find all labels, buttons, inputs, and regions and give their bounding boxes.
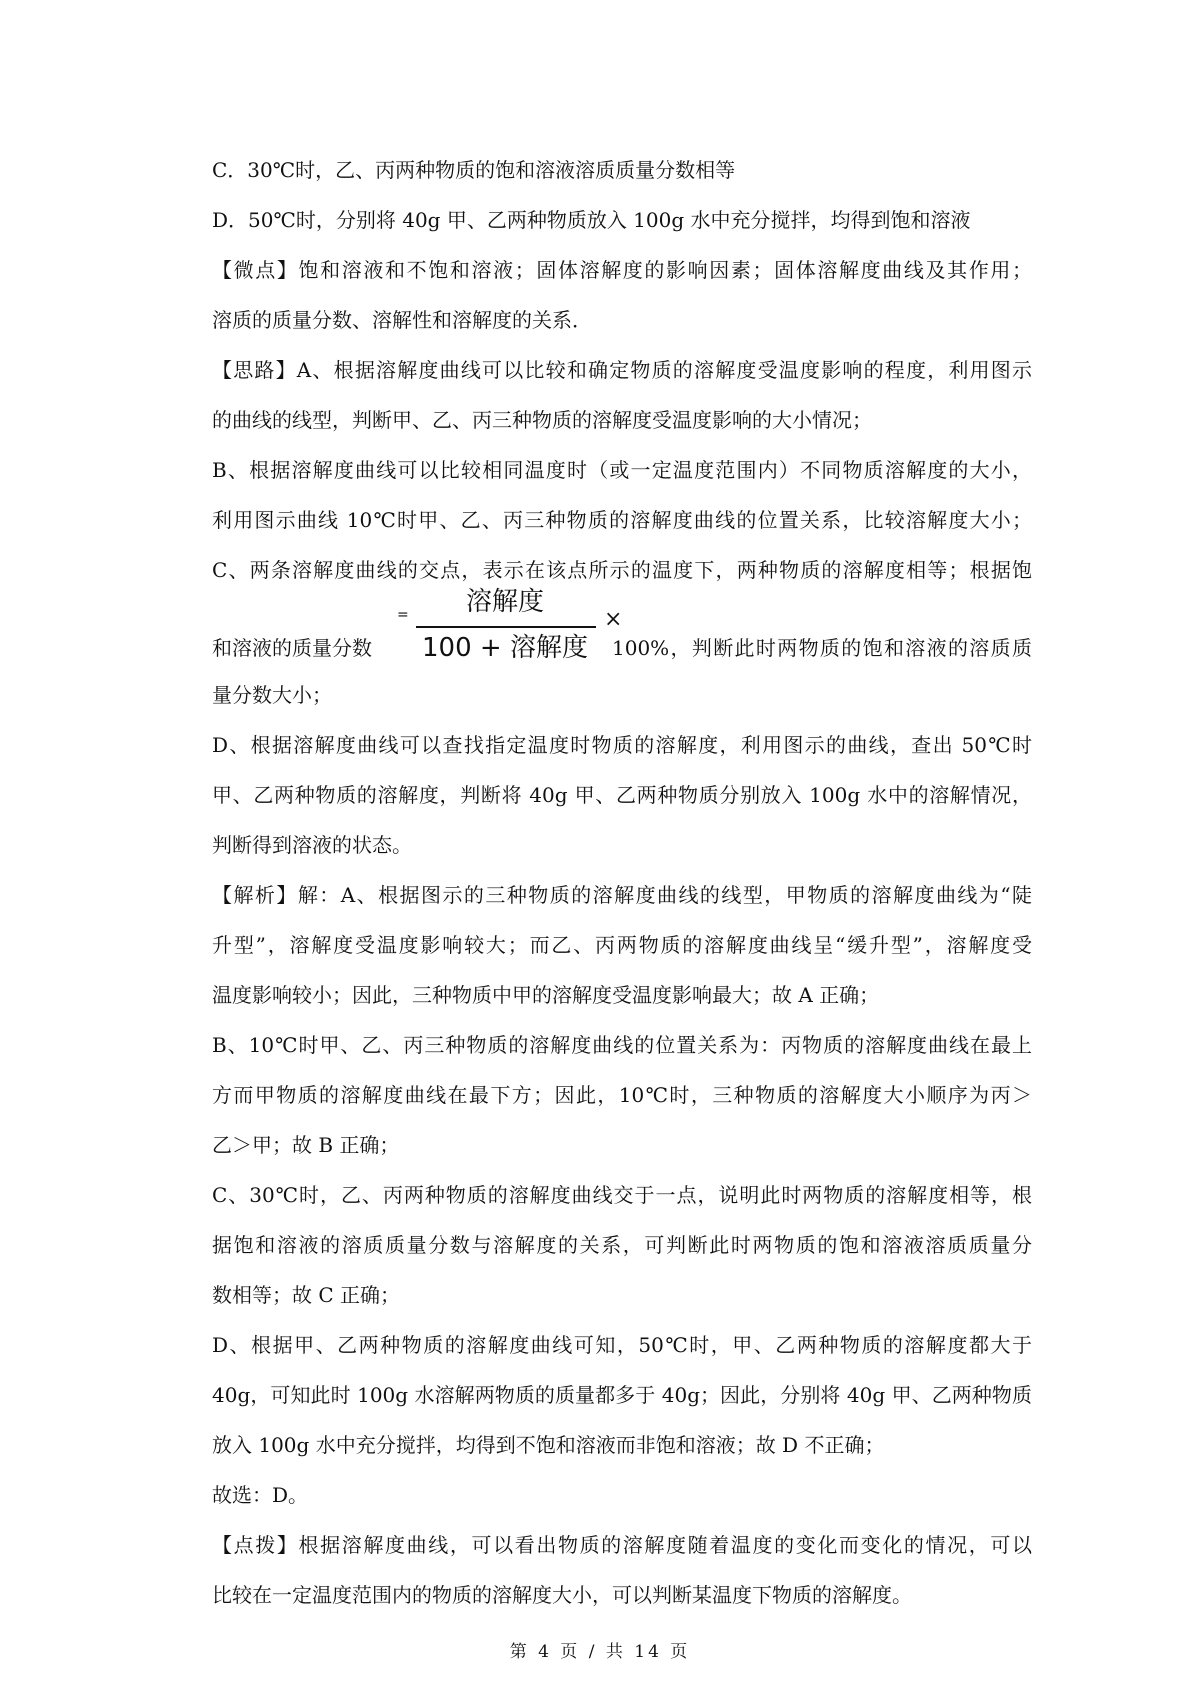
formula-suffix-text: 100%，判断此时两物质的饱和溶液的溶质质	[612, 636, 1032, 660]
formula-equals-sign: =	[397, 607, 409, 623]
jiexi-d-line-2: 40g，可知此时 100g 水溶解两物质的质量都多于 40g；因此，分别将 40g 甲、乙两种物质	[212, 1383, 1032, 1407]
jiexi-b-line-3: 乙＞甲；故 B 正确；	[212, 1133, 400, 1157]
answer-line: 故选：D。	[212, 1483, 309, 1507]
jiexi-c-line-2: 据饱和溶液的溶质质量分数与溶解度的关系，可判断此时两物质的饱和溶液溶质质量分	[212, 1233, 1032, 1257]
dianbo-line-2: 比较在一定温度范围内的物质的溶解度大小，可以判断某温度下物质的溶解度。	[212, 1583, 912, 1607]
jiexi-c-line-1: C、30℃时，乙、丙两种物质的溶解度曲线交于一点，说明此时两物质的溶解度相等，根	[212, 1183, 1032, 1207]
silu-c-line-1: C、两条溶解度曲线的交点，表示在该点所示的温度下，两种物质的溶解度相等；根据饱	[212, 558, 1032, 582]
jiexi-d-line-1: D、根据甲、乙两种物质的溶解度曲线可知，50℃时，甲、乙两种物质的溶解度都大于	[212, 1333, 1032, 1357]
jiexi-c-line-3: 数相等；故 C 正确；	[212, 1283, 401, 1307]
silu-section-line-1: 【思路】A、根据溶解度曲线可以比较和确定物质的溶解度受温度影响的程度，利用图示	[212, 358, 1032, 382]
jiexi-a-line-3: 温度影响较小；因此，三种物质中甲的溶解度受温度影响最大；故 A 正确；	[212, 983, 880, 1007]
silu-b-line-1: B、根据溶解度曲线可以比较相同温度时（或一定温度范围内）不同物质溶解度的大小，	[212, 458, 1032, 482]
option-d-text: D．50℃时，分别将 40g 甲、乙两种物质放入 100g 水中充分搅拌，均得到饱和溶液	[212, 208, 971, 232]
jiexi-b-line-1: B、10℃时甲、乙、丙三种物质的溶解度曲线的位置关系为：丙物质的溶解度曲线在最上	[212, 1033, 1032, 1057]
formula-numerator: 溶解度	[465, 587, 544, 617]
silu-d-line-2: 甲、乙两种物质的溶解度，判断将 40g 甲、乙两种物质分别放入 100g 水中的溶解情况，	[212, 783, 1032, 807]
dianbo-line-1: 【点拨】根据溶解度曲线，可以看出物质的溶解度随着温度的变化而变化的情况，可以	[212, 1533, 1032, 1557]
option-c-text: C．30℃时，乙、丙两种物质的饱和溶液溶质质量分数相等	[212, 158, 736, 182]
fraction-bar	[416, 626, 596, 628]
mass-fraction-formula-row	[212, 580, 1032, 690]
jiexi-a-line-2: 升型”，溶解度受温度影响较大；而乙、丙两物质的溶解度曲线呈“缓升型”，溶解度受	[212, 933, 1032, 957]
silu-d-line-3: 判断得到溶液的状态。	[212, 833, 412, 857]
weidian-section-line-2: 溶质的质量分数、溶解性和溶解度的关系．	[212, 308, 592, 332]
formula-fraction	[410, 584, 600, 664]
page-footer: 第 4 页 / 共 14 页	[509, 1642, 691, 1662]
silu-d-line-1: D、根据溶解度曲线可以查找指定温度时物质的溶解度，利用图示的曲线，查出 50℃时	[212, 733, 1032, 757]
jiexi-b-line-2: 方而甲物质的溶解度曲线在最下方；因此，10℃时，三种物质的溶解度大小顺序为丙＞	[212, 1083, 1032, 1107]
formula-denominator: 100 + 溶解度	[422, 633, 588, 663]
silu-section-line-2: 的曲线的线型，判断甲、乙、丙三种物质的溶解度受温度影响的大小情况；	[212, 408, 872, 432]
silu-c-line-3: 量分数大小；	[212, 683, 332, 707]
silu-b-line-2: 利用图示曲线 10℃时甲、乙、丙三种物质的溶解度曲线的位置关系，比较溶解度大小；	[212, 508, 1032, 532]
formula-prefix-text: 和溶液的质量分数	[212, 636, 372, 660]
formula-times-sign: ×	[604, 607, 623, 632]
weidian-section-line-1: 【微点】饱和溶液和不饱和溶液；固体溶解度的影响因素；固体溶解度曲线及其作用；	[212, 258, 1032, 282]
jiexi-a-line-1: 【解析】解：A、根据图示的三种物质的溶解度曲线的线型，甲物质的溶解度曲线为“陡	[212, 883, 1032, 907]
jiexi-d-line-3: 放入 100g 水中充分搅拌，均得到不饱和溶液而非饱和溶液；故 D 不正确；	[212, 1433, 885, 1457]
